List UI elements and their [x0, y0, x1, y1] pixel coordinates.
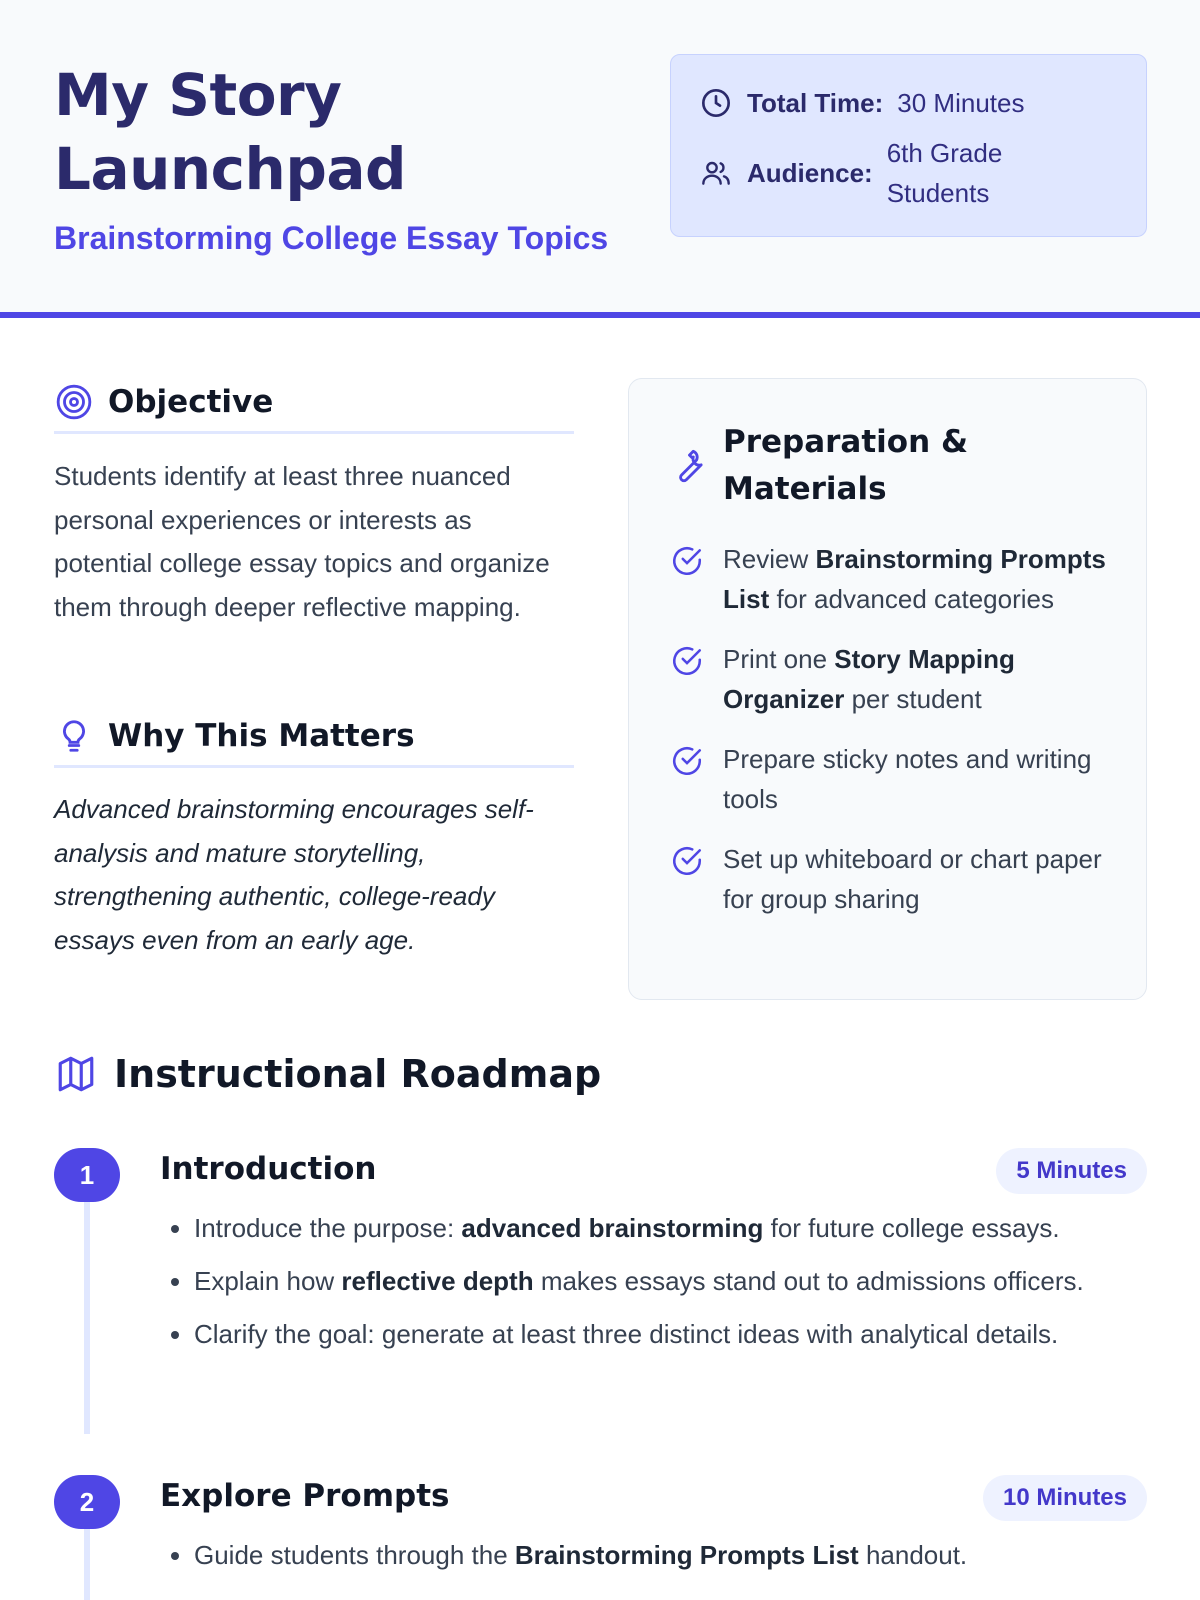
check-circle-icon [669, 543, 705, 579]
preparation-item-bold: Story Mapping Organizer [723, 644, 1015, 714]
roadmap-step [54, 1475, 1147, 1600]
list-item [194, 1535, 1144, 1575]
clock-icon [699, 86, 733, 120]
preparation-item [669, 639, 1109, 719]
check-circle-icon [669, 843, 705, 879]
preparation-item-text: Prepare sticky notes and writing tools [723, 744, 1092, 814]
map-icon [54, 1052, 98, 1096]
list-item [194, 1314, 1144, 1354]
why-heading [54, 706, 574, 768]
lightbulb-icon [54, 716, 94, 756]
step-number-badge: 1 [54, 1148, 120, 1202]
bullet-text: Guide students through the [194, 1540, 515, 1570]
step-duration-badge: 5 Minutes [996, 1148, 1147, 1194]
step-title: Introduction [160, 1151, 377, 1187]
bullet-text: makes essays stand out to admissions officers. [533, 1266, 1084, 1296]
total-time-value: 30 Minutes [897, 88, 1025, 118]
bullet-text: Introduce the purpose: [194, 1213, 462, 1243]
page-title: My Story Launchpad [54, 61, 407, 203]
audience-row [699, 131, 1027, 215]
check-circle-icon [669, 643, 705, 679]
page-subtitle: Brainstorming College Essay Topics [54, 220, 609, 256]
roadmap-step [54, 1148, 1147, 1434]
preparation-card [628, 378, 1147, 1000]
preparation-item-bold: Brainstorming Prompts List [723, 544, 1106, 614]
total-time-label: Total Time: [747, 87, 884, 118]
step-duration-badge: 10 Minutes [983, 1475, 1147, 1521]
bullet-text: for future college essays. [763, 1213, 1060, 1243]
check-circle-icon [669, 743, 705, 779]
audience-label: Audience: [747, 157, 873, 188]
roadmap-title: Instructional Roadmap [114, 1052, 602, 1096]
audience-value: 6th Grade Students [886, 138, 1003, 208]
bullet-text: handout. [858, 1540, 968, 1570]
why-title: Why This Matters [108, 717, 415, 754]
bullet-bold: advanced brainstorming [461, 1213, 764, 1243]
objective-text: Students identify at least three nuanced personal experiences or interests as potential college essay topics and organize them through deeper reflective mapping. [54, 461, 550, 622]
wrench-icon [669, 446, 709, 486]
total-time-row [699, 81, 1024, 125]
bullet-bold: reflective depth [341, 1266, 534, 1296]
roadmap-heading [54, 1052, 601, 1096]
list-item [194, 1261, 1144, 1301]
preparation-heading [669, 419, 1043, 513]
page-header [0, 0, 1200, 318]
objective-heading [54, 372, 574, 434]
step-connector [84, 1200, 90, 1434]
list-item [194, 1208, 1144, 1248]
preparation-item-text: per student [844, 684, 982, 714]
step-connector [84, 1527, 90, 1600]
lesson-info-card [670, 54, 1147, 237]
objective-title: Objective [108, 383, 274, 420]
step-number-badge: 2 [54, 1475, 120, 1529]
preparation-item-text: Set up whiteboard or chart paper for group sharing [723, 844, 1102, 914]
preparation-list [669, 539, 1109, 939]
step-bullet-list [194, 1535, 1144, 1588]
bullet-text: Clarify the goal: generate at least three distinct ideas with analytical details. [194, 1319, 1059, 1349]
preparation-item [669, 539, 1109, 619]
preparation-item [669, 739, 1109, 819]
preparation-title: Preparation & Materials [723, 424, 968, 507]
preparation-item-text: Review [723, 544, 816, 574]
preparation-item-text: for advanced categories [769, 584, 1054, 614]
why-text: Advanced brainstorming encourages self-analysis and mature storytelling, strengthening authentic, college-ready essays even from an early age. [54, 794, 534, 955]
target-icon [54, 382, 94, 422]
bullet-text: Explain how [194, 1266, 342, 1296]
bullet-bold: Brainstorming Prompts List [514, 1540, 859, 1570]
users-icon [699, 156, 733, 190]
step-title: Explore Prompts [160, 1478, 450, 1514]
step-bullet-list [194, 1208, 1144, 1367]
preparation-item [669, 839, 1109, 919]
preparation-item-text: Print one [723, 644, 835, 674]
